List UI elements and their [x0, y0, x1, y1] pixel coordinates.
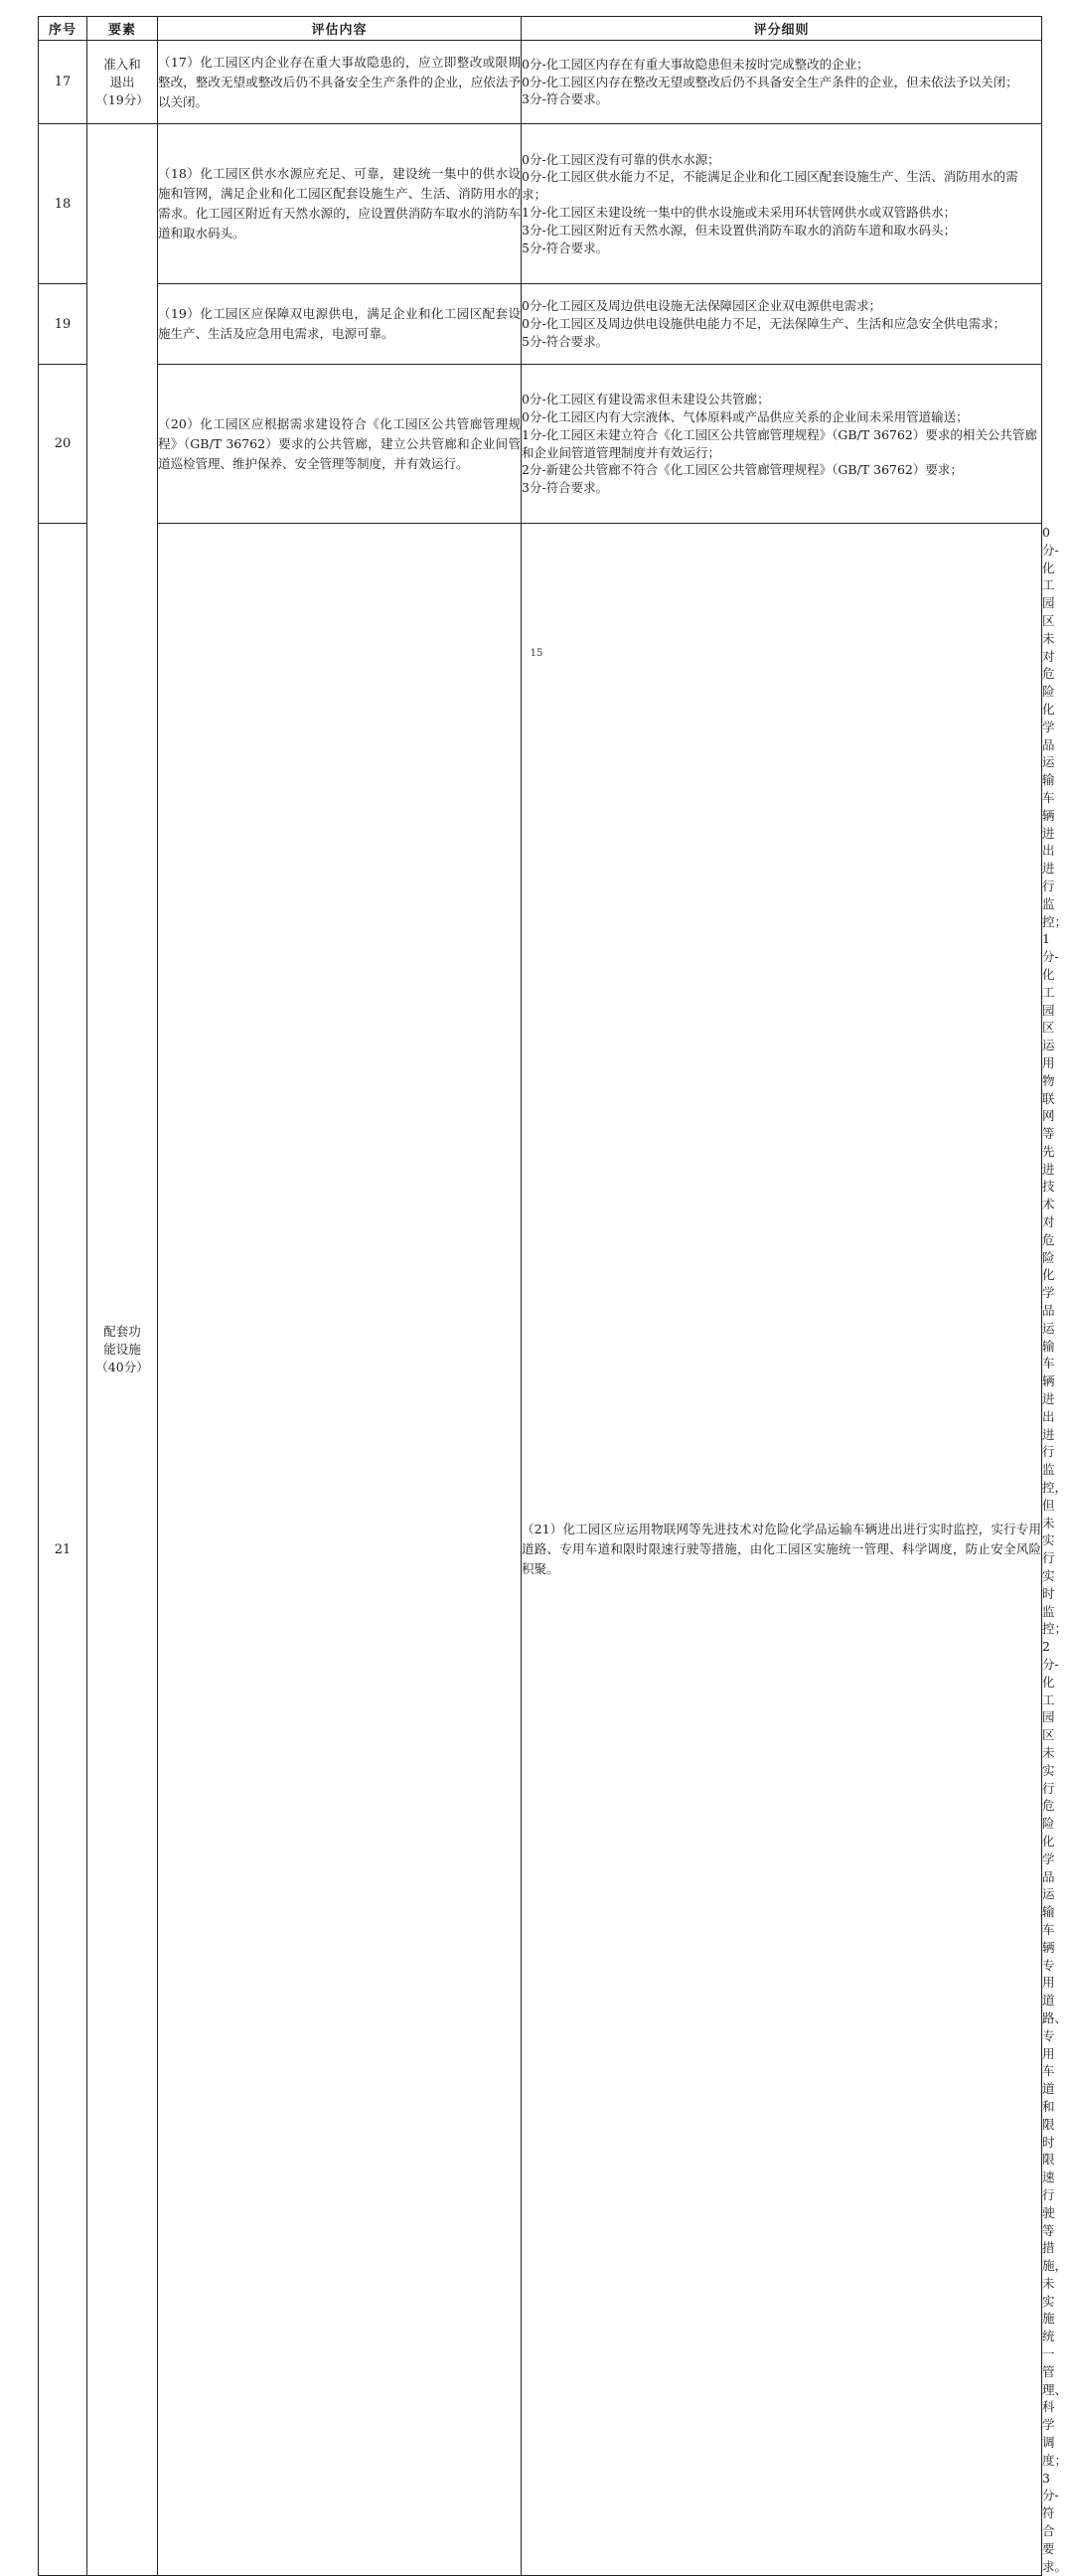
criteria-item: 0分-化工园区及周边供电设施供电能力不足，无法保障生产、生活和应急安全供电需求； [522, 316, 1006, 332]
criteria-cell [522, 41, 1042, 124]
row-number: 18 [39, 124, 87, 284]
content-cell: （17）化工园区内企业存在重大事故隐患的，应立即整改或限期整改，整改无望或整改后仍不具备安全生产条件的企业，应依法予以关闭。 [158, 41, 522, 124]
header-criteria: 评分细则 [522, 17, 1042, 41]
element-line: （19分） [95, 91, 149, 107]
table-header-row [39, 17, 1042, 41]
page-number: 15 [530, 648, 543, 659]
criteria-item: 0分-化工园区供水能力不足，不能满足企业和化工园区配套设施生产、生活、消防用水的需求； [522, 169, 1018, 203]
table-row [39, 41, 1042, 124]
element-cell [87, 41, 158, 124]
criteria-item: 5分-符合要求。 [522, 240, 609, 255]
criteria-item: 3分-符合要求。 [522, 91, 609, 107]
criteria-cell [522, 365, 1042, 524]
element-cell [87, 124, 158, 2576]
criteria-item: 3分-符合要求。 [522, 480, 609, 496]
criteria-item: 0分-化工园区没有可靠的供水水源； [522, 151, 720, 167]
row-number: 17 [39, 41, 87, 124]
header-content: 评估内容 [158, 17, 522, 41]
table-row: 21 （21）化工园区应运用物联网等先进技术对危险化学品运输车辆进出进行实时监控，实行专用道路、专用车道和限时限速行驶等措施，由化工园区实施统一管理、科学调度，防止安全风险积聚。 0分-化工园区未对危险化学品运输车辆进出进行监控； 1分-化工园区运用物联网等先进技术对危险化学品运输车辆进出进行监控，但未实行实时监控； 2分-化工园区未实行危险化学品运输车辆专用道路、专用车道和限时限速行驶等措施，未实施统一管理、科学调度； 3分-符合要求。 [39, 524, 1042, 2576]
row-number: 20 [39, 365, 87, 524]
criteria-cell [522, 284, 1042, 365]
content-cell: （18）化工园区供水水源应充足、可靠，建设统一集中的供水设施和管网，满足企业和化工园区配套设施生产、生活、消防用水的需求。化工园区附近有天然水源的，应设置供消防车取水的消防车道和取水码头。 [158, 124, 522, 284]
criteria-cell [522, 124, 1042, 284]
row-number: 21 [39, 524, 87, 2576]
criteria-item: 0分-化工园区及周边供电设施无法保障园区企业双电源供电需求； [522, 298, 882, 314]
table-row [39, 124, 1042, 284]
row-number: 19 [39, 284, 87, 365]
element-line: （40分） [95, 1360, 149, 1375]
element-line: 能设施 [103, 1342, 141, 1358]
content-cell: （21）化工园区应运用物联网等先进技术对危险化学品运输车辆进出进行实时监控，实行专用道路、专用车道和限时限速行驶等措施，由化工园区实施统一管理、科学调度，防止安全风险积聚。 [522, 524, 1042, 2576]
content-cell: （19）化工园区应保障双电源供电，满足企业和化工园区配套设施生产、生活及应急用电需求，电源可靠。 [158, 284, 522, 365]
criteria-item: 1分-化工园区未建设统一集中的供水设施或未采用环状管网供水或双管路供水； [522, 205, 957, 220]
criteria-item: 0分-化工园区内存在整改无望或整改后仍不具备安全生产条件的企业，但未依法予以关闭； [522, 74, 1018, 89]
criteria-item: 0分-化工园区有建设需求但未建设公共管廊； [522, 392, 770, 407]
criteria-item: 5分-符合要求。 [522, 333, 609, 349]
element-line: 配套功 [103, 1324, 141, 1340]
criteria-item: 2分-新建公共管廊不符合《化工园区公共管廊管理规程》（GB/T 36762）要求； [522, 462, 963, 478]
criteria-item: 0分-化工园区内有大宗液体、气体原料或产品供应关系的企业间未采用管道输送； [522, 408, 969, 424]
element-line: 退出 [109, 74, 135, 89]
criteria-item: 1分-化工园区未建立符合《化工园区公共管廊管理规程》（GB/T 36762）要求的相关公共管廊和企业间管道管理制度并有效运行； [522, 426, 1037, 460]
header-element: 要素 [87, 17, 158, 41]
header-seq: 序号 [39, 17, 87, 41]
element-line: 准入和 [103, 56, 141, 72]
criteria-item: 0分-化工园区内存在有重大事故隐患但未按时完成整改的企业； [522, 56, 869, 72]
criteria-item: 3分-化工园区附近有天然水源，但未设置供消防车取水的消防车道和取水码头； [522, 222, 957, 238]
table-row [39, 284, 1042, 365]
table-row [39, 365, 1042, 524]
content-cell: （20）化工园区应根据需求建设符合《化工园区公共管廊管理规程》（GB/T 36762）要求的公共管廊，建立公共管廊和企业间管道巡检管理、维护保养、安全管理等制度，并有效运行。 [158, 365, 522, 524]
element-cell-empty [158, 524, 522, 2576]
evaluation-table [38, 16, 1068, 2576]
